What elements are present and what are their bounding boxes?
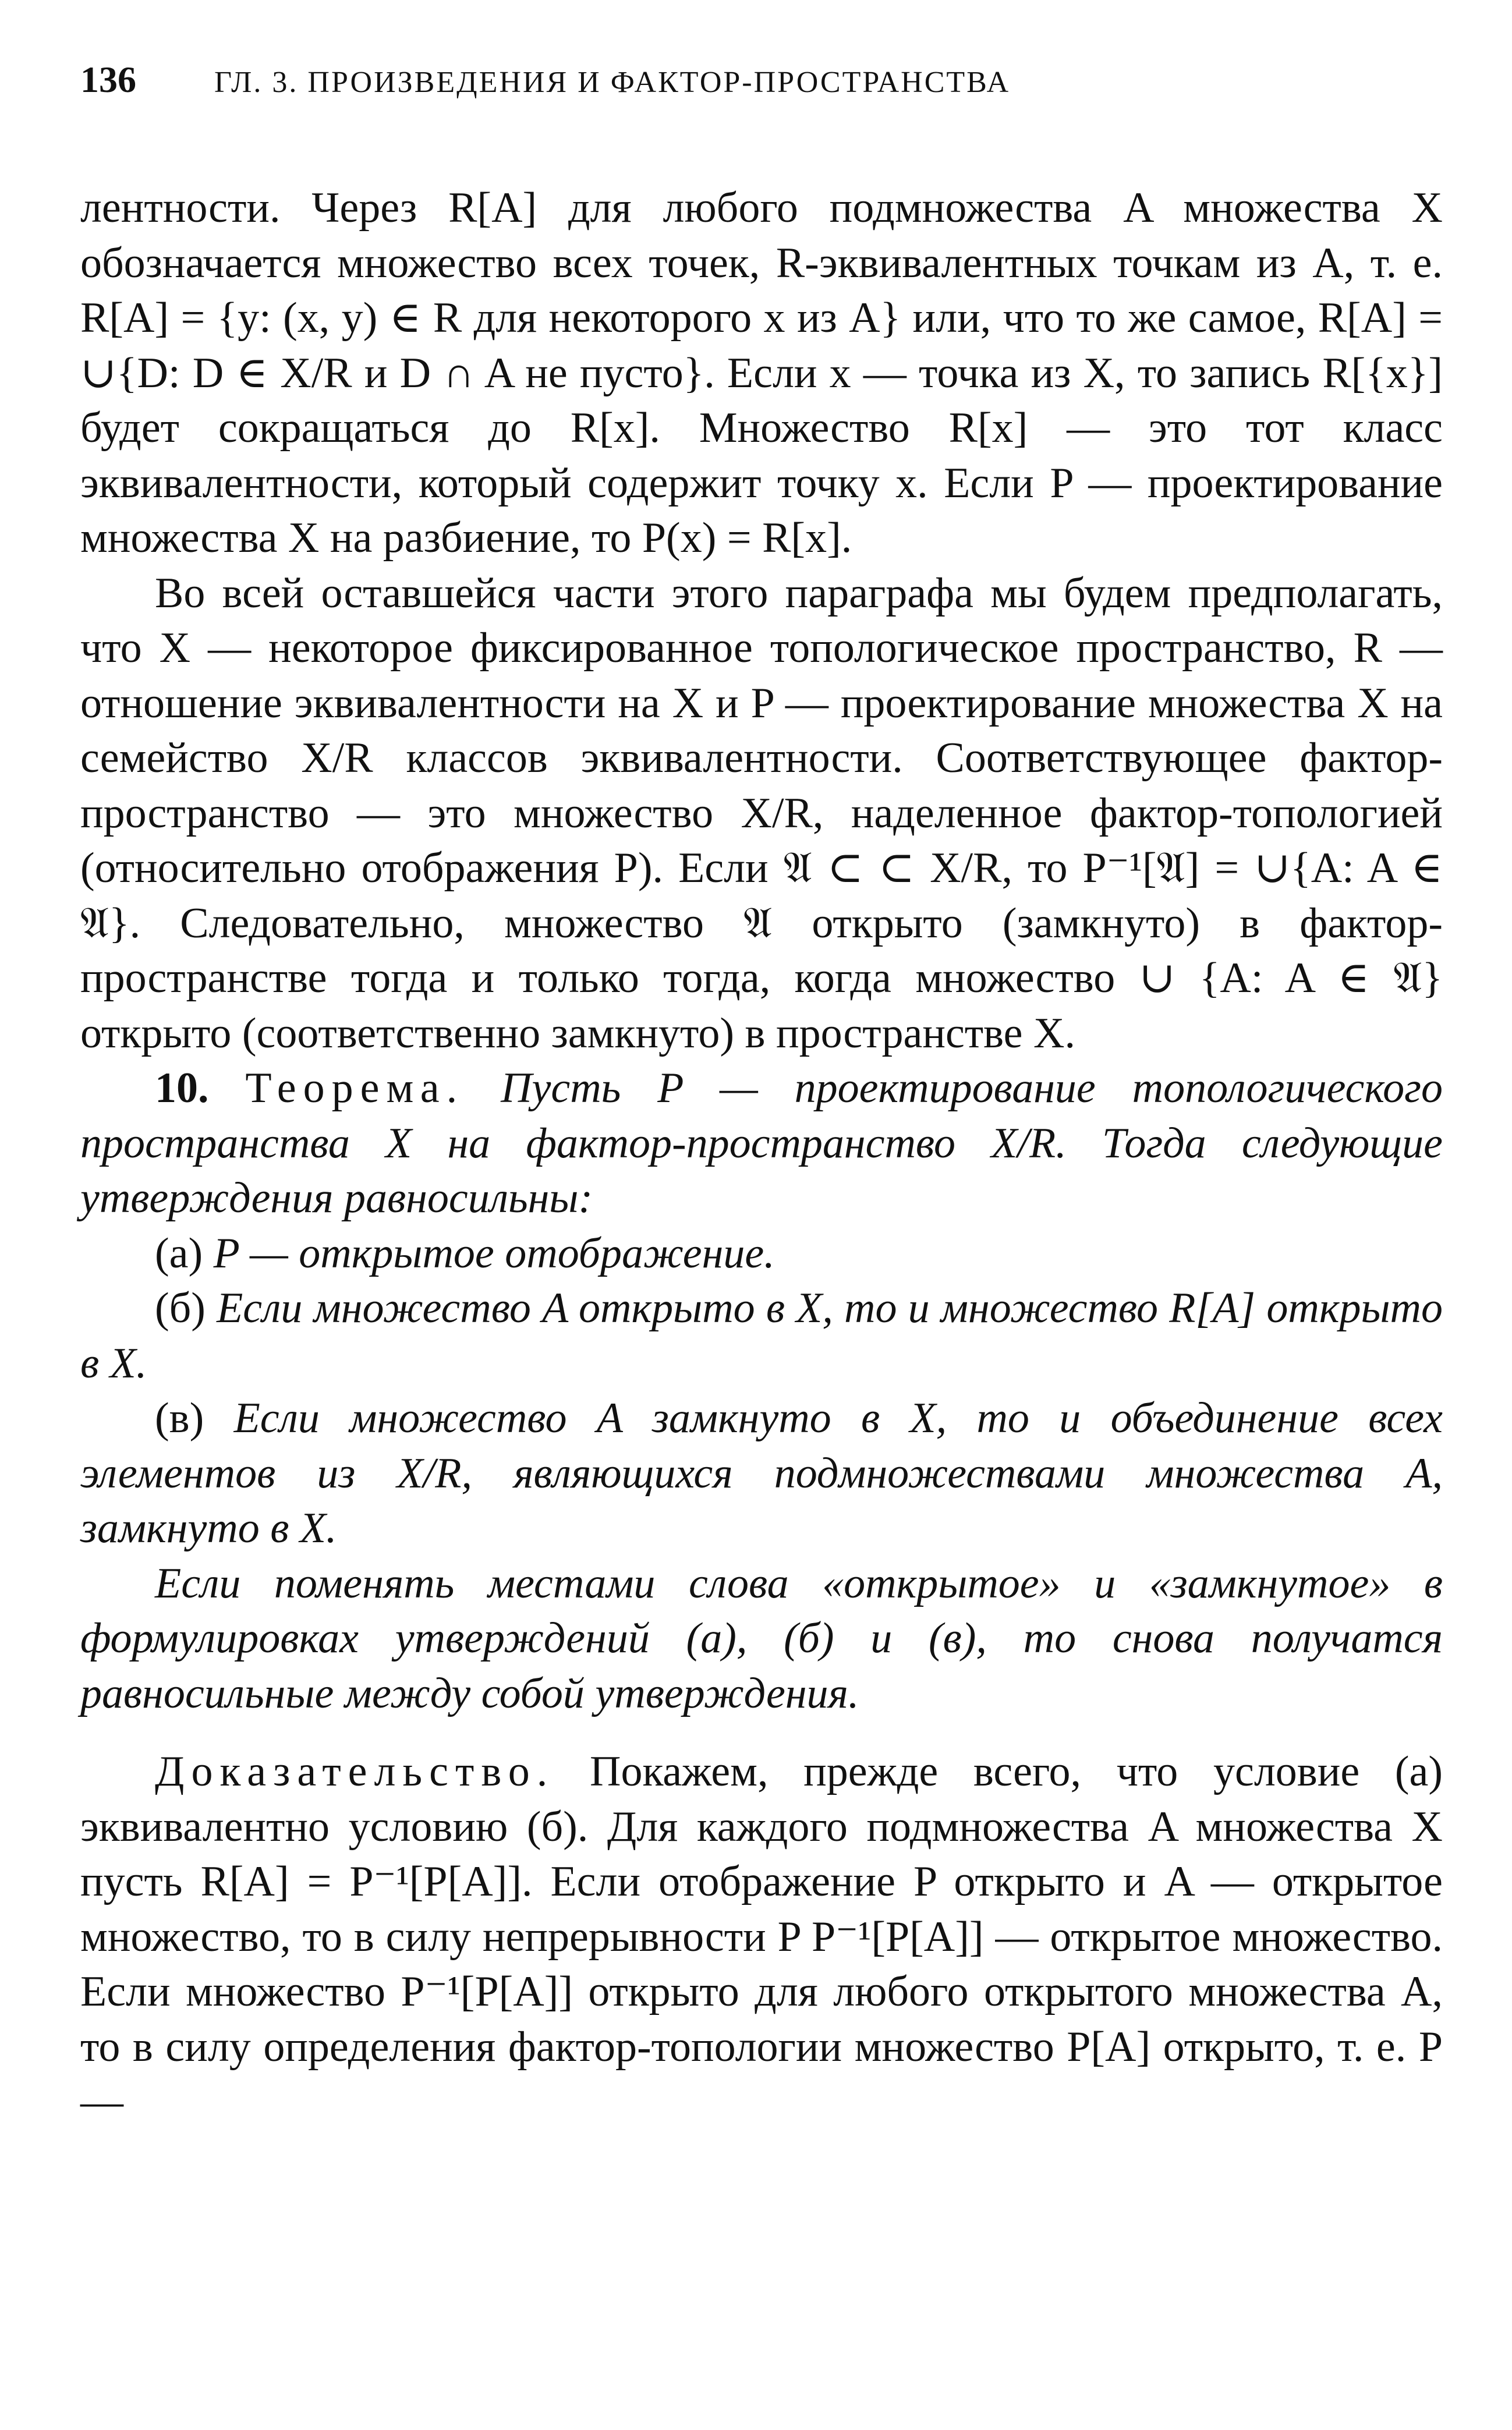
item-text: P — открытое отображение. bbox=[213, 1229, 775, 1277]
item-marker: (в) bbox=[155, 1394, 204, 1442]
proof-paragraph bbox=[80, 1744, 1443, 2130]
paragraph-factor-topology: Во всей оставшейся части этого параграфа мы будем предполагать, что X — некоторое фиксированное топологическое пространство, R — отношение эквивалентности на X и P — проектирование множества X на семейство X/R классов эквивалентности. Соответствующее фактор-пространство — это множество X/R, наделенное фактор-топологией (относительно отображения P). Если 𝔄 ⊂ ⊂ X/R, то P⁻¹[𝔄] = ∪{A: A ∈ 𝔄}. Следовательно, множество 𝔄 открыто (замкнуто) в фактор-пространстве тогда и только тогда, когда множество ∪ {A: A ∈ 𝔄} открыто (соответственно замкнуто) в пространстве X. bbox=[80, 569, 1443, 1057]
theorem-number: 10. bbox=[155, 1064, 209, 1112]
theorem-remark: Если поменять местами слова «открытое» и «замкнутое» в формулировках утверждений (а), (б) и (в), то снова получатся равносильные между собой утверждения. bbox=[80, 1559, 1443, 1717]
theorem-label: Теорема. bbox=[245, 1064, 465, 1112]
item-text: Если множество A открыто в X, то и множество R[A] открыто в X. bbox=[80, 1284, 1443, 1387]
book-page bbox=[80, 58, 1443, 2130]
paragraph-continuation: лентности. Через R[A] для любого подмножества A множества X обозначается множество всех точек, R-эквивалентных точкам из A, т. е. R[A] = {y: (x, y) ∈ R для некоторого x из A} или, что то же самое, R[A] = ∪{D: D ∈ X/R и D ∩ A не пусто}. Если x — точка из X, то запись R[{x}] будет сокращаться до R[x]. Множество R[x] — это тот класс эквивалентности, который содержит точку x. Если P — проектирование множества X на разбиение, то P(x) = R[x]. bbox=[80, 184, 1443, 562]
body-text bbox=[80, 180, 1443, 2130]
running-head bbox=[80, 58, 1443, 111]
theorem-item-b bbox=[80, 1281, 1443, 1391]
item-marker: (a) bbox=[155, 1229, 203, 1277]
theorem-statement bbox=[80, 1061, 1443, 1226]
theorem-text: Пусть P — проектирование топологического пространства X на фактор-пространство X/R. Тогда следующие утверждения равносильны: bbox=[80, 1064, 1443, 1222]
chapter-title: ГЛ. 3. ПРОИЗВЕДЕНИЯ И ФАКТОР-ПРОСТРАНСТВА bbox=[214, 66, 1011, 99]
proof-text: Покажем, прежде всего, что условие (а) эквивалентно условию (б). Для каждого подмножества A множества X пусть R[A] = P⁻¹[P[A]]. Если отображение P открыто и A — открытое множество, то в силу непрерывности P P⁻¹[P[A]] — открытое множество. Если множество P⁻¹[P[A]] открыто для любого открытого множества A, то в силу определения фактор-топологии множество P[A] открыто, т. е. P — bbox=[80, 1748, 1443, 2126]
theorem-item-c bbox=[80, 1391, 1443, 1556]
proof-label: Доказательство. bbox=[155, 1748, 555, 1795]
page-number: 136 bbox=[80, 59, 136, 100]
item-text: Если множество A замкнуто в X, то и объединение всех элементов из X/R, являющихся подмножествами множества A, замкнуто в X. bbox=[80, 1394, 1443, 1552]
item-marker: (б) bbox=[155, 1284, 206, 1332]
theorem-item-a bbox=[80, 1226, 1443, 1281]
